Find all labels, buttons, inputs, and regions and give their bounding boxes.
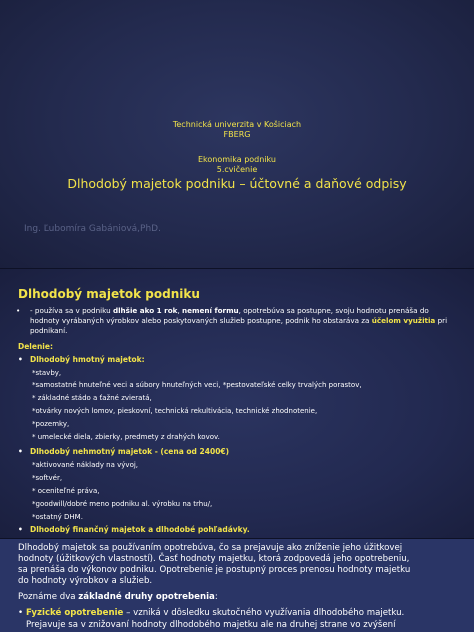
intro-text: pri podnikaní. [30, 316, 448, 335]
physical-wear-item [18, 608, 466, 619]
bullet-marker: • [18, 355, 23, 364]
wear-paragraph-line: Dlhodobý majetok sa používaním opotrebúva, čo sa prejavuje ako zníženie jeho úžitkovej [18, 543, 403, 553]
physical-wear-text: – vzniká v dôsledku skutočného využívania dlhodobého majetku. [123, 608, 405, 618]
list-item: *pozemky, [32, 420, 70, 428]
university-name: Technická univerzita v Košiciach [172, 120, 302, 129]
category-label: Dlhodobý finančný majetok a dlhodobé pohľadávky. [30, 525, 250, 534]
bullet-marker: • [18, 447, 23, 456]
physical-wear-label: Fyzické opotrebenie [26, 608, 124, 618]
category-label: Dlhodobý nehmotný majetok - (cena od 2400€) [30, 447, 230, 456]
wear-types-line [18, 592, 466, 603]
physical-wear-continuation: Prejavuje sa v znižovaní hodnoty dlhodobého majetku ale na druhej strane vo zvýšení [26, 620, 396, 630]
author-name: Ing. Ľubomíra Gabániová,PhD. [24, 224, 161, 234]
wear-types-bold: základné druhy opotrebenia [78, 592, 215, 602]
list-item: *otvárky nových lomov, pieskovní, technická rekultivácia, technické zhodnotenie, [32, 407, 318, 415]
wear-paragraph-line: sa prenáša do výkonov podniku. Opotrebenie je postupný proces prenosu hodnoty majetku [18, 565, 411, 575]
faculty-name: FBERG [223, 130, 251, 139]
wear-paragraph-line: do hodnoty výrobkov a služieb. [18, 576, 153, 586]
wear-types-text: : [214, 592, 218, 602]
wear-paragraph-line: hodnoty (úžitkových vlastností). Časť hodnoty majetku, ktorá zodpovedá jeho opotrebeniu, [18, 554, 410, 564]
list-item: *ostatný DHM. [32, 513, 83, 521]
list-item: * oceniteľné práva, [32, 487, 100, 495]
intro-text: , opotrebúva sa postupne, svoju hodnotu prenáša do hodnoty vyrábaných výrobkov alebo poskytovaných služieb postupne, podnik ho obstaráva za [30, 306, 429, 325]
intro-bold-purpose: účelom využitia [371, 316, 436, 325]
category-financial [18, 525, 250, 534]
intro-paragraph [18, 306, 448, 336]
bullet-marker: • [16, 306, 21, 315]
intro-text: , [177, 306, 183, 315]
intro-bold-duration: dlhšie ako 1 rok [112, 306, 178, 315]
list-item: * umelecké diela, zbierky, predmety z drahých kovov. [32, 433, 220, 441]
intro-text: - používa sa v podniku [30, 306, 113, 315]
list-item: * základné stádo a ťažné zvieratá, [32, 394, 152, 402]
category-intangible [18, 447, 229, 456]
wear-types-text: Poznáme dva [18, 592, 79, 602]
seminar-number: 5.cvičenie [216, 165, 258, 174]
bullet-marker: • [18, 525, 23, 534]
category-tangible [18, 355, 145, 364]
intro-bold-form: nemení formu [182, 306, 239, 315]
category-label: Dlhodobý hmotný majetok: [30, 355, 145, 364]
title-slide [0, 0, 474, 268]
presentation-title: Dlhodobý majetok podniku – účtovné a daňové odpisy [67, 176, 407, 191]
course-name: Ekonomika podniku [197, 155, 276, 164]
list-item: *samostatné hnuteľné veci a súbory hnuteľných veci, *pestovateľské celky trvalých porastov, [32, 381, 362, 389]
division-label: Delenie: [18, 342, 53, 351]
bullet-marker: • [18, 608, 24, 618]
list-item: *softvér, [32, 474, 63, 482]
list-item: *goodwill/dobré meno podniku al. výrobku na trhu/, [32, 500, 213, 508]
list-item: *stavby, [32, 369, 62, 377]
slide-heading: Dlhodobý majetok podniku [18, 287, 200, 301]
list-item: *aktivované náklady na vývoj, [32, 461, 139, 469]
